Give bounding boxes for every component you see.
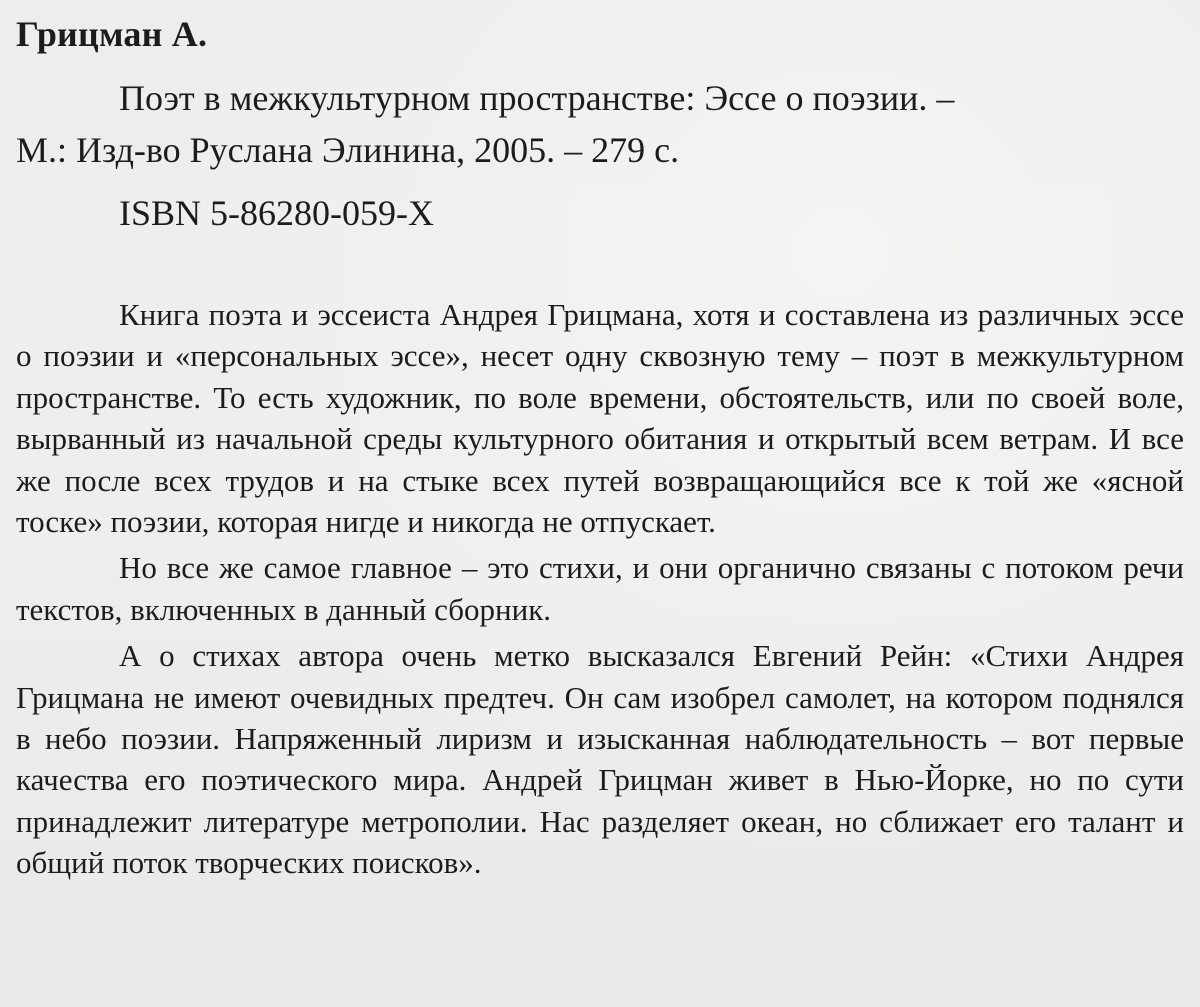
annotation-paragraph-3: А о стихах автора очень метко высказался Евгений Рейн: «Стихи Андрея Грицмана не имеют очевидных предтеч. Он сам изобрел самолет, на котором поднялся в небо поэзии. Напряженный лиризм и изысканная наблюдательность – вот первые качества его поэтического мира. Андрей Грицман живет в Нью-Йорке, но по сути принадлежит литературе метрополии. Нас разделяет океан, но сближает его талант и общий поток творческих поисков». <box>16 638 1184 881</box>
bibliographic-record <box>16 72 1184 176</box>
bibliographic-publisher-line: М.: Изд-во Руслана Элинина, 2005. – 279 с. <box>16 130 680 170</box>
bibliographic-title-line: Поэт в межкультурном пространстве: Эссе о поэзии. – <box>119 78 955 118</box>
isbn: ISBN 5-86280-059-X <box>119 193 434 233</box>
annotation-paragraph-2: Но все же самое главное – это стихи, и они органично связаны с потоком речи текстов, включенных в данный сборник. <box>16 550 1184 627</box>
author-name: Грицман А. <box>16 14 208 54</box>
annotation-text <box>16 294 1184 889</box>
annotation-paragraph-1: Книга поэта и эссеиста Андрея Грицмана, хотя и составлена из различных эссе о поэзии и «персональных эссе», несет одну сквозную тему – поэт в межкультурном пространстве. То есть художник, по воле времени, обстоятельств, или по своей воле, вырванный из начальной среды культурного обитания и открытый всем ветрам. И все же после всех трудов и на стыке всех путей возвращающийся все к той же «ясной тоске» поэзии, которая нигде и никогда не отпускает. <box>16 297 1184 540</box>
